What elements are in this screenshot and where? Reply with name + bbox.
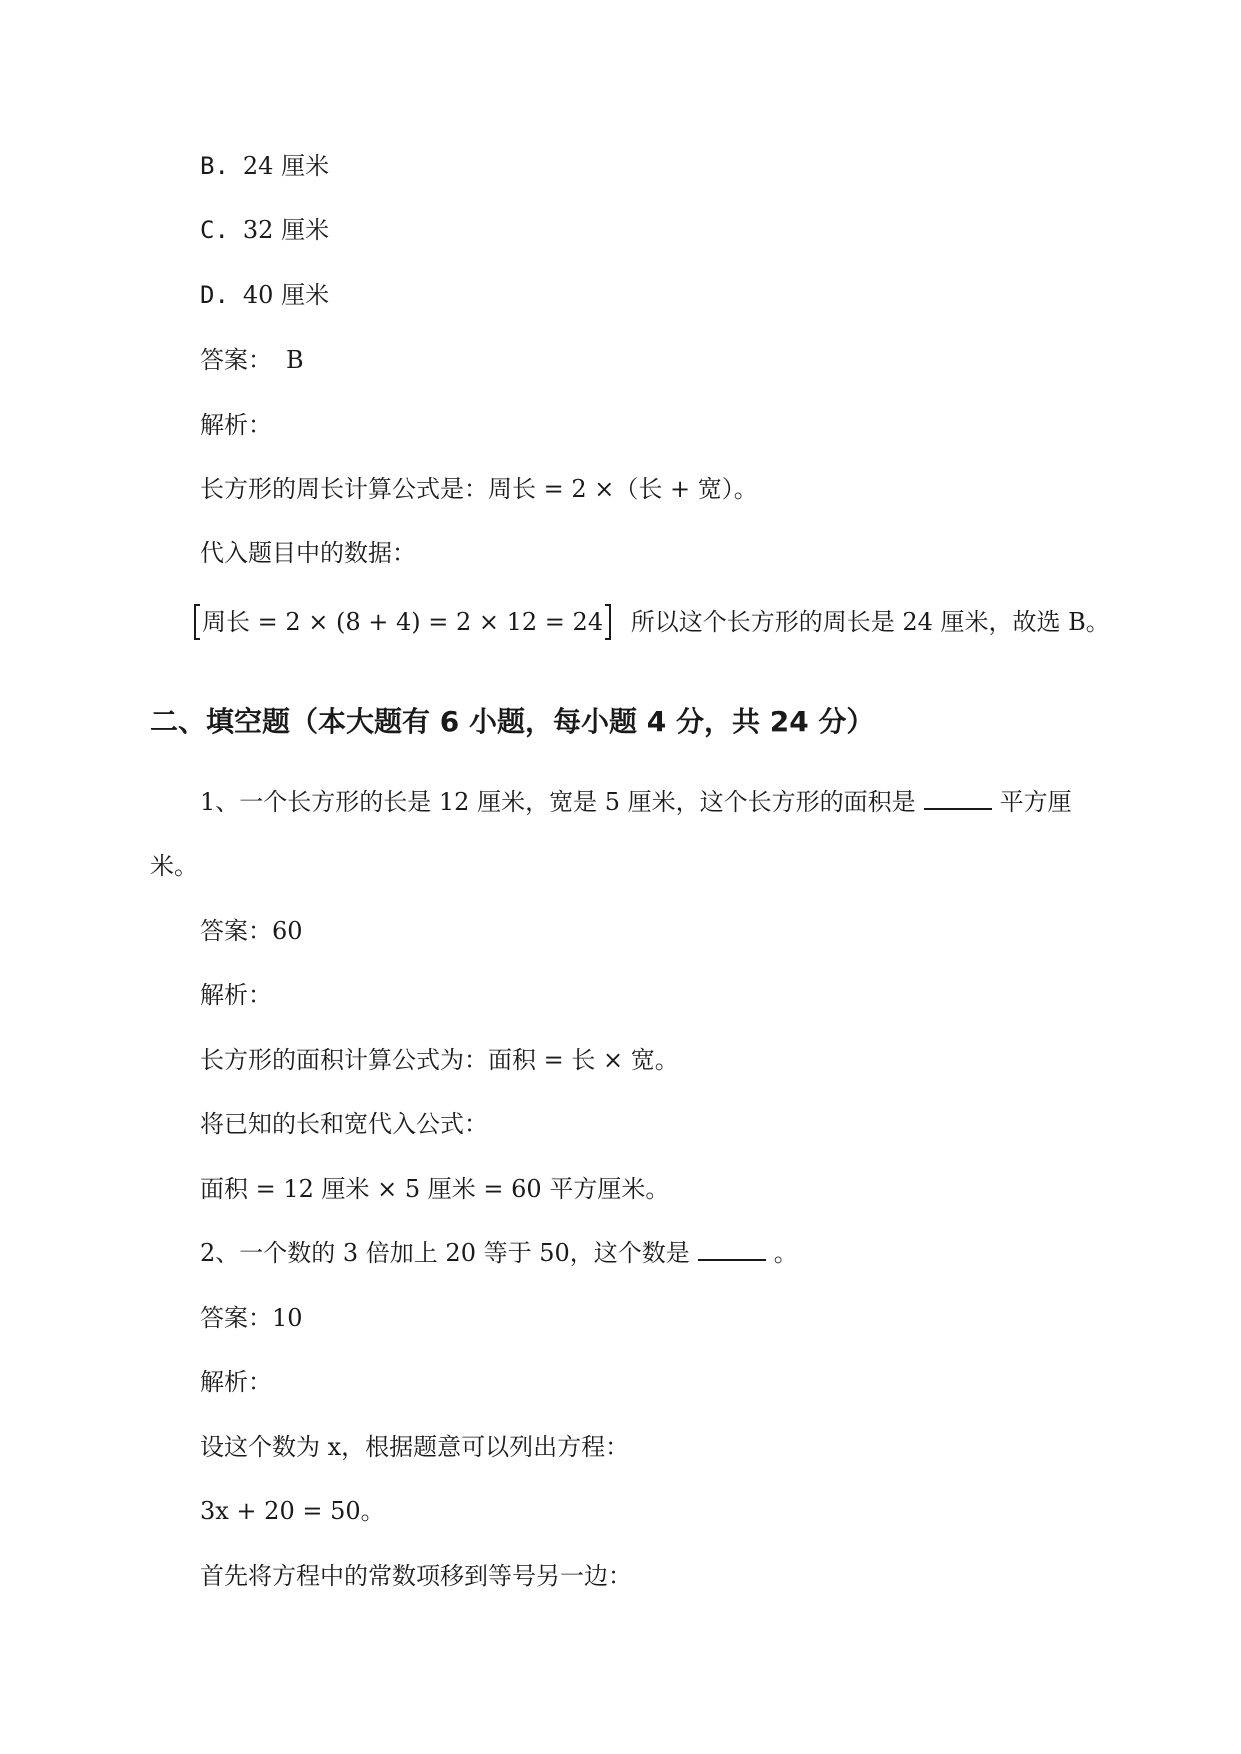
option-text: 40 厘米	[242, 281, 330, 309]
answer-label: 答案：	[200, 346, 272, 374]
option-b	[200, 150, 329, 182]
answer-value: B	[286, 346, 304, 374]
analysis-label: 解析：	[200, 1368, 272, 1396]
analysis-label: 解析：	[200, 411, 272, 439]
analysis-text: 首先将方程中的常数项移到等号另一边：	[200, 1562, 632, 1590]
question-text: 。	[773, 1239, 798, 1267]
section-title: 二、填空题（本大题有 6 小题，每小题 4 分，共 24 分）	[150, 705, 875, 738]
analysis-text: 长方形的周长计算公式是：周长 = 2 ×（长 + 宽）。	[200, 475, 758, 503]
question-2-stem	[200, 1237, 798, 1269]
answer-line: 答案：60	[200, 917, 303, 945]
option-text: 24 厘米	[242, 152, 330, 180]
question-text: 1、一个长方形的长是 12 厘米，宽是 5 厘米，这个长方形的面积是	[200, 788, 916, 816]
question-text: 平方厘	[999, 788, 1072, 816]
conclusion-text: 所以这个长方形的周长是 24 厘米，故选 B。	[630, 608, 1110, 636]
answer-blank	[924, 786, 992, 810]
answer-blank	[698, 1237, 766, 1261]
analysis-label: 解析：	[200, 981, 272, 1009]
question-text: 2、一个数的 3 倍加上 20 等于 50，这个数是	[200, 1239, 690, 1267]
answer-line	[200, 344, 304, 376]
analysis-text: 代入题目中的数据：	[200, 539, 416, 567]
equation-text: 3x + 20 = 50。	[200, 1497, 385, 1525]
option-letter: B.	[200, 152, 229, 180]
option-text: 32 厘米	[242, 216, 330, 244]
formula-line	[194, 604, 1110, 640]
option-c	[200, 214, 329, 246]
answer-line: 答案：10	[200, 1304, 303, 1332]
perimeter-formula: 周长 = 2 × (8 + 4) = 2 × 12 = 24	[194, 604, 611, 640]
question-1-stem	[200, 786, 1072, 818]
option-letter: D.	[200, 281, 229, 309]
question-text: 米。	[150, 852, 198, 880]
analysis-text: 将已知的长和宽代入公式：	[200, 1110, 488, 1138]
analysis-text: 设这个数为 x，根据题意可以列出方程：	[200, 1433, 630, 1461]
analysis-text: 面积 = 12 厘米 × 5 厘米 = 60 平方厘米。	[200, 1175, 670, 1203]
option-letter: C.	[200, 216, 229, 244]
option-d	[200, 279, 329, 311]
analysis-text: 长方形的面积计算公式为：面积 = 长 × 宽。	[200, 1046, 679, 1074]
